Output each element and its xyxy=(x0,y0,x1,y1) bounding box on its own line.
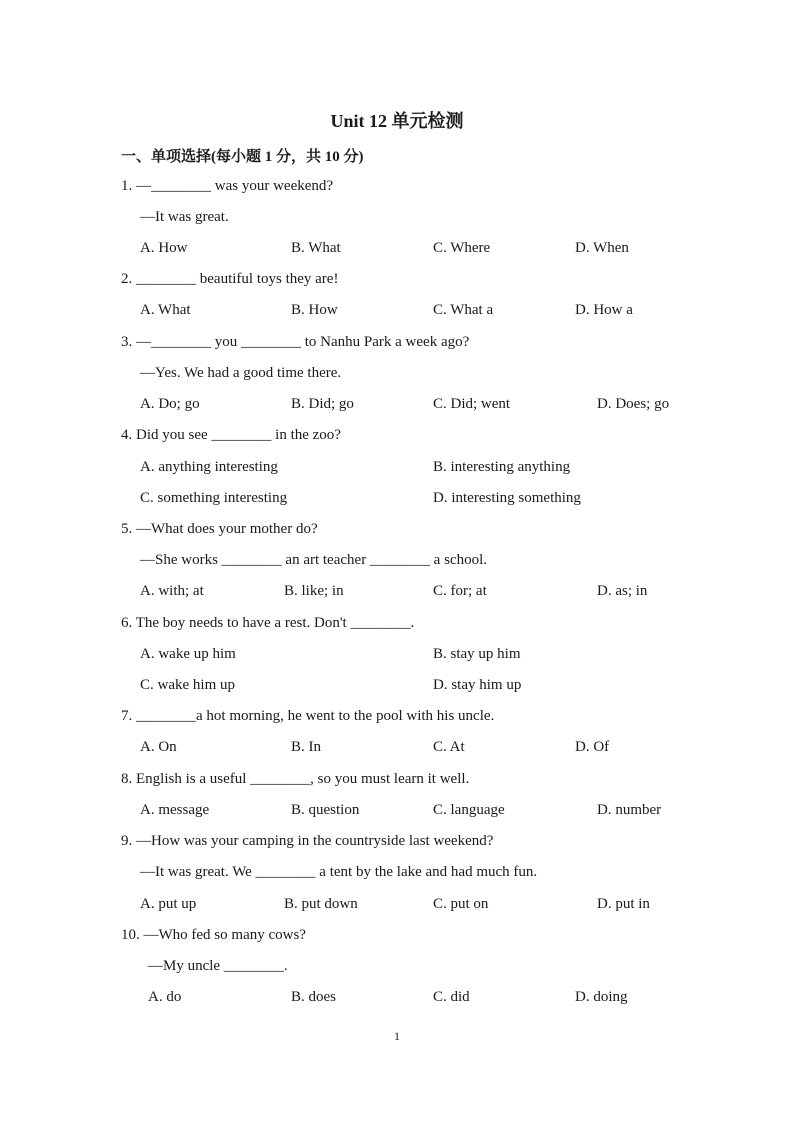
question-10-option-d: D. doing xyxy=(575,989,628,1005)
question-10-option-a: A. do xyxy=(148,989,182,1005)
question-3-option-a: A. Do; go xyxy=(140,396,200,412)
question-7-option-d: D. Of xyxy=(575,739,610,755)
question-1-option-b: B. What xyxy=(291,240,341,256)
question-5-reply: —She works ________ an art teacher ________ a school. xyxy=(140,552,488,568)
question-6-option-b: B. stay up him xyxy=(433,646,521,662)
question-9-stem: 9. —How was your camping in the countryside last weekend? xyxy=(121,833,494,849)
question-5-stem: 5. —What does your mother do? xyxy=(121,521,318,537)
question-6-option-a: A. wake up him xyxy=(140,646,236,662)
question-1-option-a: A. How xyxy=(140,240,188,256)
question-8-option-a: A. message xyxy=(140,802,210,818)
question-3-option-b: B. Did; go xyxy=(291,396,354,412)
question-8-option-d: D. number xyxy=(597,802,662,818)
question-7-option-c: C. At xyxy=(433,739,465,755)
question-3-stem: 3. —________ you ________ to Nanhu Park a week ago? xyxy=(121,334,470,350)
question-3-option-d: D. Does; go xyxy=(597,396,670,412)
question-1-option-d: D. When xyxy=(575,240,629,256)
section-heading: 一、单项选择(每小题 1 分，共 10 分) xyxy=(121,149,364,165)
question-6-stem: 6. The boy needs to have a rest. Don't ________. xyxy=(121,615,415,631)
question-1-option-c: C. Where xyxy=(433,240,491,256)
question-2-option-a: A. What xyxy=(140,302,191,318)
question-4-option-c: C. something interesting xyxy=(140,490,288,506)
page-title: Unit 12 单元检测 xyxy=(330,111,464,131)
question-3-option-c: C. Did; went xyxy=(433,396,511,412)
question-3-reply: —Yes. We had a good time there. xyxy=(140,365,342,381)
question-7-option-b: B. In xyxy=(291,739,321,755)
question-10-reply: —My uncle ________. xyxy=(148,958,288,974)
question-6-option-d: D. stay him up xyxy=(433,677,522,693)
question-7-option-a: A. On xyxy=(140,739,177,755)
question-5-option-b: B. like; in xyxy=(284,583,344,599)
question-9-option-b: B. put down xyxy=(284,896,358,912)
question-4-option-b: B. interesting anything xyxy=(433,459,571,475)
question-10-option-b: B. does xyxy=(291,989,336,1005)
question-2-option-c: C. What a xyxy=(433,302,494,318)
question-10-option-c: C. did xyxy=(433,989,470,1005)
question-5-option-d: D. as; in xyxy=(597,583,648,599)
question-8-option-b: B. question xyxy=(291,802,360,818)
question-8-option-c: C. language xyxy=(433,802,505,818)
page-number: 1 xyxy=(394,1029,400,1043)
question-2-stem: 2. ________ beautiful toys they are! xyxy=(121,271,339,287)
question-1-reply: —It was great. xyxy=(140,209,229,225)
question-9-reply: —It was great. We ________ a tent by the lake and had much fun. xyxy=(140,864,538,880)
question-9-option-d: D. put in xyxy=(597,896,650,912)
question-6-option-c: C. wake him up xyxy=(140,677,235,693)
question-7-stem: 7. ________a hot morning, he went to the pool with his uncle. xyxy=(121,708,495,724)
question-5-option-c: C. for; at xyxy=(433,583,487,599)
question-2-option-b: B. How xyxy=(291,302,338,318)
question-10-stem: 10. —Who fed so many cows? xyxy=(121,927,306,943)
question-5-option-a: A. with; at xyxy=(140,583,204,599)
question-9-option-a: A. put up xyxy=(140,896,197,912)
question-8-stem: 8. English is a useful ________, so you must learn it well. xyxy=(121,771,470,787)
question-1-stem: 1. —________ was your weekend? xyxy=(121,178,334,194)
question-4-stem: 4. Did you see ________ in the zoo? xyxy=(121,427,341,443)
question-9-option-c: C. put on xyxy=(433,896,489,912)
question-4-option-a: A. anything interesting xyxy=(140,459,278,475)
question-2-option-d: D. How a xyxy=(575,302,633,318)
question-4-option-d: D. interesting something xyxy=(433,490,581,506)
